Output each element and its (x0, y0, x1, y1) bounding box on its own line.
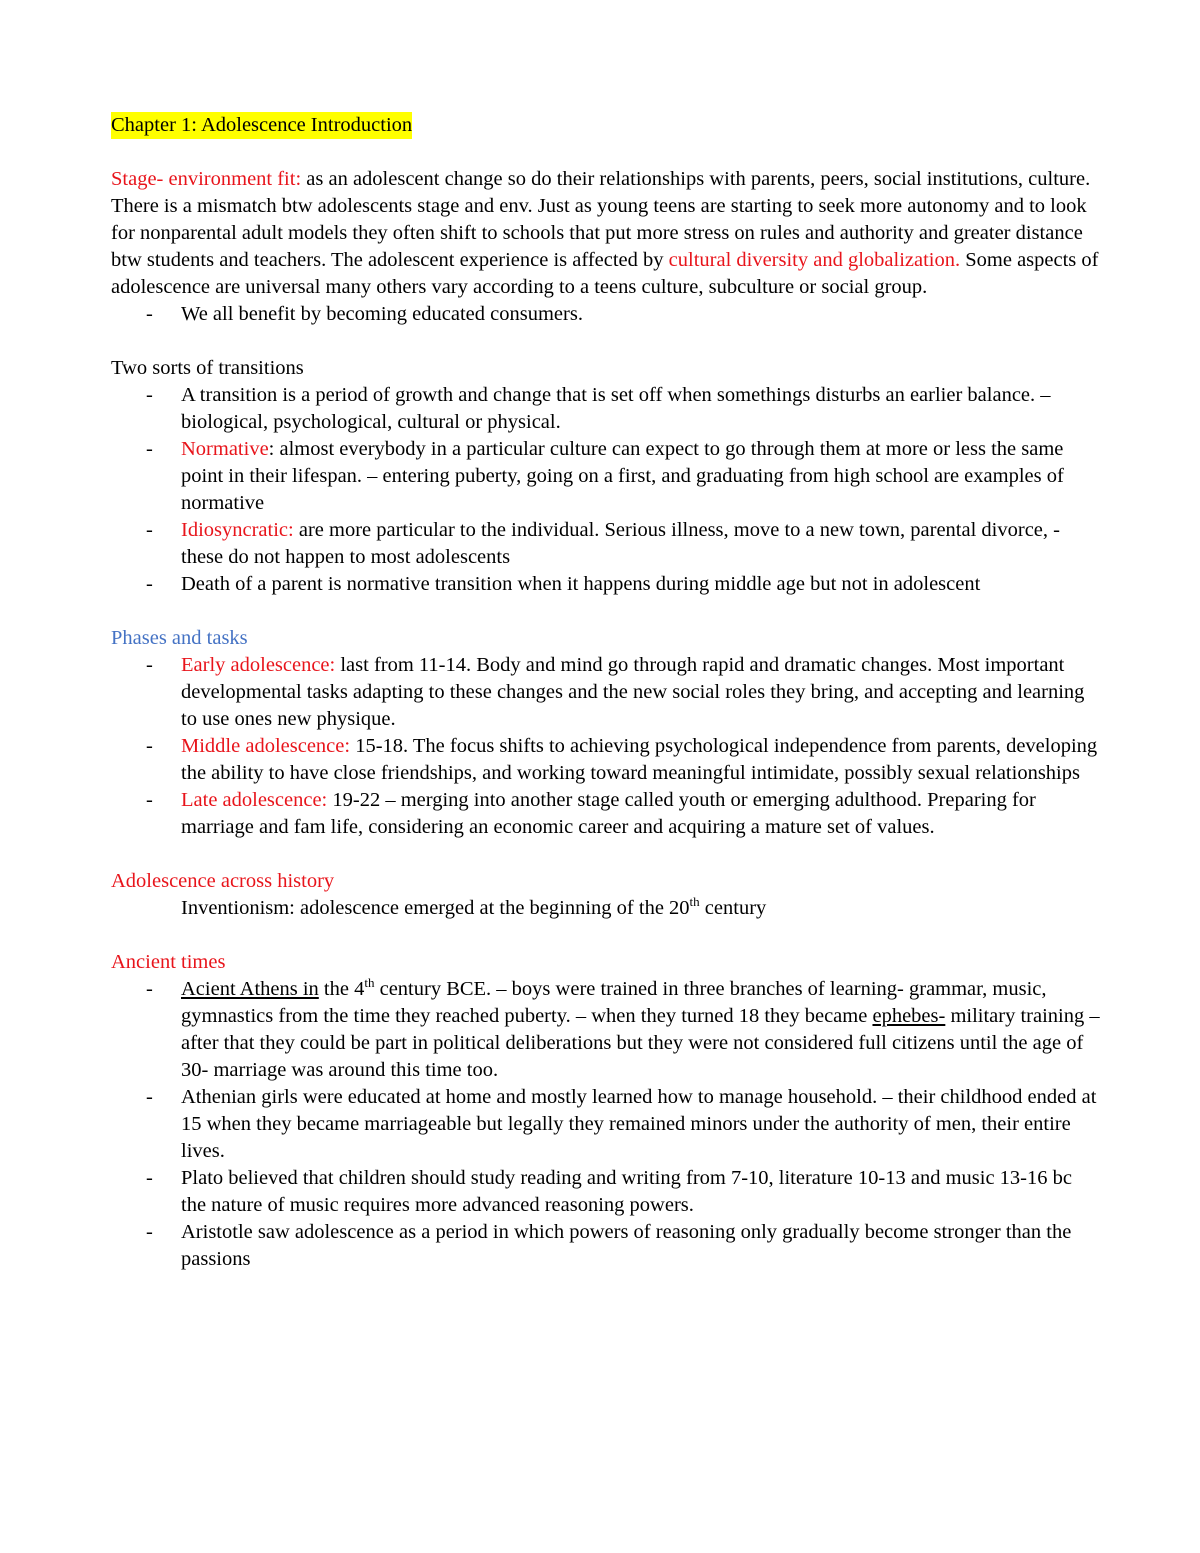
section-heading-ancient: Ancient times (111, 951, 226, 973)
underlined-acient-athens: Acient Athens in (181, 978, 319, 1000)
list-item: - Normative: almost everybody in a particular culture can expect to go through them at more or less the same point in their lifespan. – entering puberty, going on a first, and graduating from high school are examples of normative (111, 436, 1101, 517)
page-title: Chapter 1: Adolescence Introduction (111, 112, 412, 139)
list-item: - Middle adolescence: 15-18. The focus shifts to achieving psychological independence from parents, developing the ability to have close friendships, and working toward meaningful intimidate, possibly sexual relationships (111, 733, 1101, 787)
term-middle-adolescence: Middle adolescence: (181, 735, 351, 757)
phases-list (111, 652, 1101, 841)
list-item: - Late adolescence: 19-22 – merging into another stage called youth or emerging adulthood. Preparing for marriage and fam life, considering an economic career and acquiring a mature set of values. (111, 787, 1101, 841)
term-normative: Normative (181, 438, 269, 460)
list-item: - Athenian girls were educated at home and mostly learned how to manage household. – their childhood ended at 15 when they became marriageable but legally they remained minors under the authority of men, their entire lives. (111, 1084, 1101, 1165)
document-body (111, 112, 1101, 1273)
list-item: - Plato believed that children should study reading and writing from 7-10, literature 10-13 and music 13-16 bc the nature of music requires more advanced reasoning powers. (111, 1165, 1101, 1219)
term-early-adolescence: Early adolescence: (181, 654, 336, 676)
term-idiosyncratic: Idiosyncratic: (181, 519, 294, 541)
list-item: - Death of a parent is normative transition when it happens during middle age but not in adolescent (111, 571, 1101, 598)
list-item: - Early adolescence: last from 11-14. Body and mind go through rapid and dramatic changes. Most important developmental tasks adapting to these changes and the new social roles they bring, and accepting and learning to use ones new physique. (111, 652, 1101, 733)
inventionism-line: Inventionism: adolescence emerged at the beginning of the 20th century (181, 894, 767, 919)
term-stage-environment-fit: Stage- environment fit: (111, 168, 302, 190)
section-heading-history: Adolescence across history (111, 870, 335, 892)
underlined-ephebes: ephebes- (872, 1005, 946, 1027)
ancient-list (111, 976, 1101, 1273)
term-cultural-diversity: cultural diversity and globalization. (668, 249, 961, 271)
list-item: - Aristotle saw adolescence as a period in which powers of reasoning only gradually become stronger than the passions (111, 1219, 1101, 1273)
page-title-line (111, 112, 1101, 139)
intro-paragraph: Stage- environment fit: as an adolescent change so do their relationships with parents, peers, social institutions, culture. There is a mismatch btw adolescents stage and env. Just as young teens are starting to seek more autonomy and to look for nonparental adult models they often shift to schools that put more stress on rules and authority and greater distance btw students and teachers. The adolescent experience is affected by cultural diversity and globalization. Some aspects of adolescence are universal many others vary according to a teens culture, subculture or social group. (111, 168, 1099, 298)
transitions-list (111, 382, 1101, 598)
section-heading-transitions: Two sorts of transitions (111, 357, 304, 379)
intro-list (111, 301, 1101, 328)
list-item: - A transition is a period of growth and change that is set off when somethings disturbs an earlier balance. – biological, psychological, cultural or physical. (111, 382, 1101, 436)
term-late-adolescence: Late adolescence: (181, 789, 328, 811)
list-item: - We all benefit by becoming educated consumers. (111, 301, 1101, 328)
list-item: - Idiosyncratic: are more particular to the individual. Serious illness, move to a new town, parental divorce, - these do not happen to most adolescents (111, 517, 1101, 571)
section-heading-phases: Phases and tasks (111, 627, 248, 649)
list-item: - Acient Athens in the 4th century BCE. – boys were trained in three branches of learning- grammar, music, gymnastics from the time they reached puberty. – when they turned 18 they became ephebes- military training – after that they could be part in political deliberations but they were not considered full citizens until the age of 30- marriage was around this time too. (111, 976, 1101, 1084)
